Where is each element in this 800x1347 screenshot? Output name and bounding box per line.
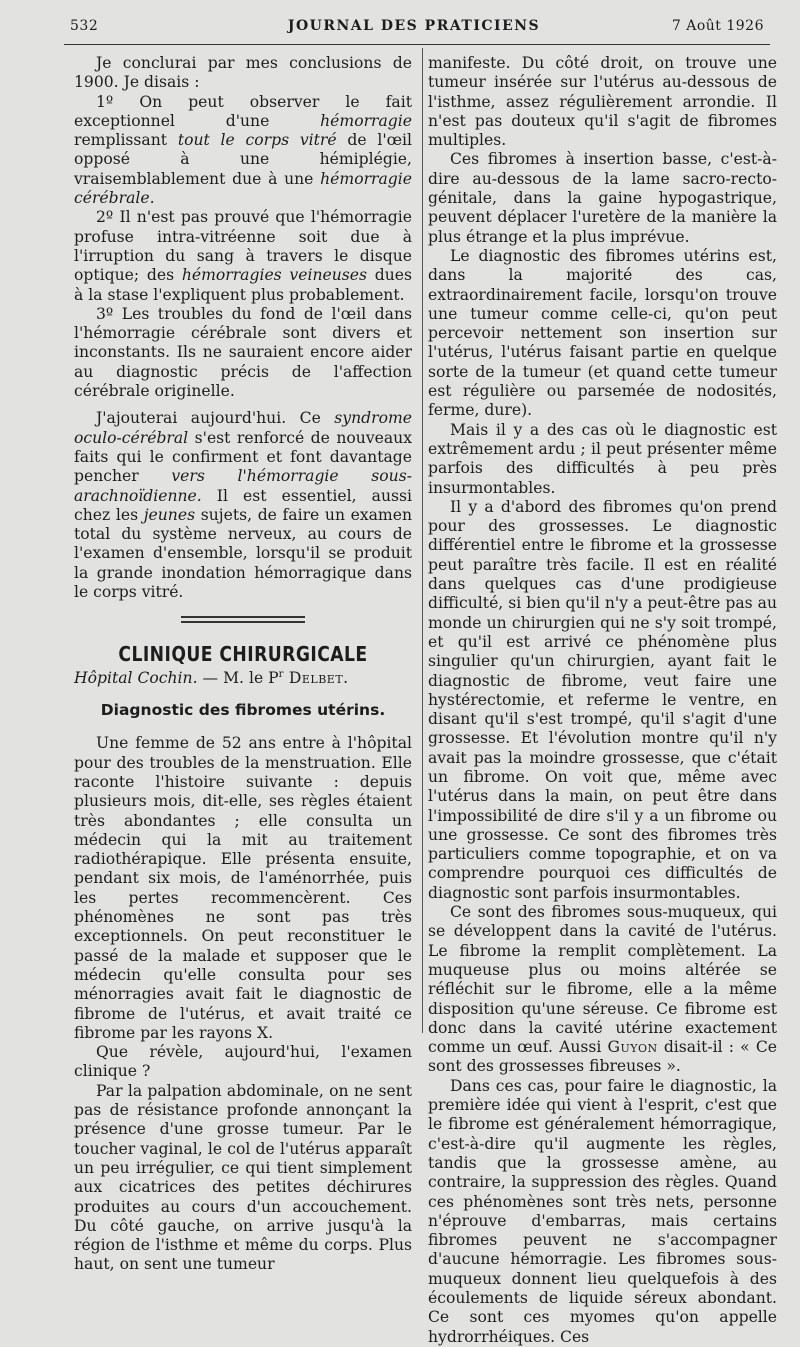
paragraph: J'ajouterai aujourd'hui. Ce syndrome oculo-cérébral s'est renforcé de nouveaux faits qui le confirment et font davantage pencher vers l'hémorragie sous-arachnoïdienne. Il est essentiel, aussi chez les jeunes sujets, de faire un examen total du système nerveux, au cours de l'examen d'ensemble, lorsqu'il se produit la grande inondation hémorragique dans le corps vitré. bbox=[74, 409, 412, 602]
hospital-line: Hôpital Cochin. — M. le $P^r$ Delbet. bbox=[74, 668, 349, 687]
header-rule bbox=[64, 44, 770, 45]
issue-date: 7 Août 1926 bbox=[671, 18, 764, 34]
paragraph: Le diagnostic des fibromes utérins est, dans la majorité des cas, extraordinairement facile, lorsqu'on trouve une tumeur comme celle-ci, qu'on peut percevoir nettement son insertion sur l'utérus, l'utérus faisant partie en quelque sorte de la tumeur (et quand cette tumeur est régulière ou parsemée de nodosités, ferme, dure). bbox=[428, 246, 777, 420]
paragraph: Par la palpation abdominale, on ne sent pas de résistance profonde annonçant la présence d'une grosse tumeur. Par le toucher vaginal, le col de l'utérus apparaît un peu irrégulier, ce qui tient simplement aux cicatrices des petites déchirures produites au cours d'un accouchement. Du côté gauche, on arrive jusqu'à la région de l'isthme et même du corps. Plus haut, on sent une tumeur bbox=[74, 1081, 412, 1274]
article-subtitle: Diagnostic des fibromes utérins. bbox=[100, 701, 386, 720]
paragraph: Dans ces cas, pour faire le diagnostic, la première idée qui vient à l'esprit, c'est que le fibrome est généralement hémorragique, c'est-à-dire qu'il augmente les règles, tandis que la grossesse amène, au contraire, la suppression des règles. Quand ces phénomènes sont très nets, personne n'éprouve d'embarras, mais certains fibromes peuvent ne s'accompagner d'aucune hémorragie. Les fibromes sous-muqueux donnent lieu quelquefois à des écoulements de liquide séreux abondant. Ce sont ces myomes qu'on appelle hydrorrhéiques. Ces bbox=[428, 1076, 777, 1346]
section-separator bbox=[181, 616, 305, 623]
paragraph: Ces fibromes à insertion basse, c'est-à-dire au-dessous de la lame sacro-recto-génitale, dans la gaine hypogastrique, peuvent déplacer l'uretère de la manière la plus étrange et la plus imprévue. bbox=[428, 150, 777, 246]
paragraph: Une femme de 52 ans entre à l'hôpital pour des troubles de la menstruation. Elle raconte l'histoire suivante : depuis plusieurs mois, dit-elle, ses règles étaient très abondantes ; elle consulta un médecin qui la mit au traitement radiothérapique. Elle présenta ensuite, pendant six mois, de l'aménorrhée, puis les pertes recommencèrent. Ces phénomènes ne sont pas très exceptionnels. On peut reconstituer le passé de la malade et supposer que le médecin qu'elle consulta pour ses ménorragies avait fait le diagnostic de fibrome de l'utérus, et avait traité ce fibrome par les rayons X. bbox=[74, 734, 412, 1042]
paragraph: Que révèle, aujourd'hui, l'examen clinique ? bbox=[74, 1043, 412, 1081]
page-header bbox=[62, 14, 766, 38]
column-divider bbox=[422, 48, 423, 1033]
paragraph: 2º Il n'est pas prouvé que l'hémorragie profuse intra-vitréenne soit due à l'irruption du sang à travers le disque optique; des hémorragies veineuses dues à la stase l'expliquent plus probablement. bbox=[74, 208, 412, 304]
journal-title: JOURNAL DES PRATICIENS bbox=[287, 18, 541, 34]
paragraph: Il y a d'abord des fibromes qu'on prend pour des grossesses. Le diagnostic différentiel entre le fibrome et la grossesse peut paraître très facile. Il est en réalité dans quelques cas d'une prodigieuse difficulté, si bien qu'il n'y a peut-être pas au monde un chirurgien qui ne s'y soit trompé, et qu'il est arrivé ce phénomène plus singulier qu'un chirurgien, ayant fait le diagnostic de fibrome, veut faire une hystérectomie, et referme le ventre, en disant qu'il s'est trompé, qu'il s'agit d'une grossesse. Et l'évolution montre qu'il n'y avait pas la moindre grossesse, que c'était un fibrome. On voit que, même avec l'utérus dans la main, on peut être dans l'impossibilité de dire s'il y a un fibrome ou une grossesse. Ce sont des fibromes très particuliers comme topographie, et on va comprendre pourquoi ces difficultés de diagnostic sont parfois insurmontables. bbox=[428, 497, 777, 902]
left-column bbox=[74, 54, 412, 1275]
paragraph: 1º On peut observer le fait exceptionnel d'une hémorragie remplissant tout le corps vitré de l'œil opposé à une hémiplégie, vraisemblablement due à une hémorragie cérébrale. bbox=[74, 92, 412, 208]
paragraph: 3º Les troubles du fond de l'œil dans l'hémorragie cérébrale sont divers et inconstants. Ils ne sauraient encore aider au diagnostic précis de l'affection cérébrale originelle. bbox=[74, 304, 412, 401]
section-title: CLINIQUE CHIRURGICALE bbox=[118, 642, 368, 667]
page-number: 532 bbox=[70, 18, 99, 34]
right-column bbox=[428, 54, 777, 1347]
paragraph: manifeste. Du côté droit, on trouve une tumeur insérée sur l'utérus au-dessous de l'isthme, assez régulièrement arrondie. Il n'est pas douteux qu'il s'agit de fibromes multiples. bbox=[428, 54, 777, 150]
paragraph: Ce sont des fibromes sous-muqueux, qui se développent dans la cavité de l'utérus. Le fibrome la remplit complètement. La muqueuse plus ou moins altérée se réfléchit sur le fibrome, elle a la même disposition qu'une séreuse. Ce fibrome est donc dans la cavité utérine exactement comme un œuf. Aussi Guyon disait-il : « Ce sont des grossesses fibreuses ». bbox=[428, 903, 777, 1076]
paragraph: Mais il y a des cas où le diagnostic est extrêmement ardu ; il peut présenter même parfois des difficultés à peu près insurmontables. bbox=[428, 420, 777, 497]
paragraph: Je conclurai par mes conclusions de 1900. Je disais : bbox=[74, 54, 412, 92]
